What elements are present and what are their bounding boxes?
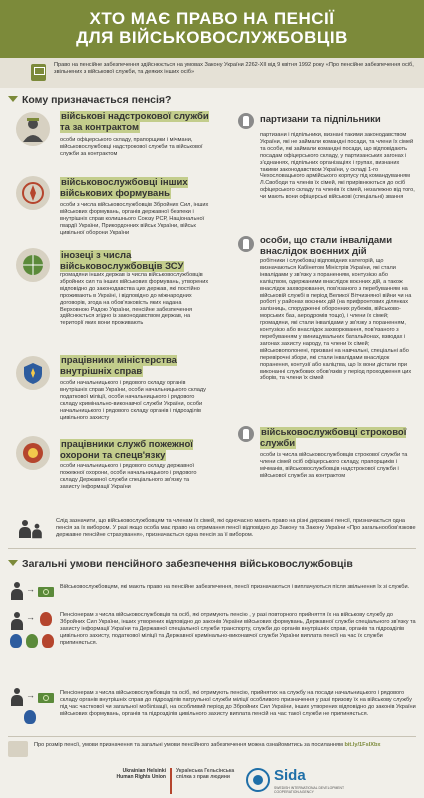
page-title-line2: ДЛЯ ВІЙСЬКОВОСЛУЖБОВЦІВ [76,28,348,47]
footer-link[interactable]: bit.ly/1FsIXbx [344,742,381,748]
note-text: Слід зазначити, що військовослужбовцям та членам їх сімей, які одночасно мають право на різні державні пенсії, призначається одна пенсія за їх вибором. У разі якщо особа має право на отримання пенсії відповідно до Закону та Закону України «Про загальнообов'язкове державне пенсійне страхування», призначається одна пенсія за її вибором. [56,518,416,538]
left-item-5-title: працівники служб пожежної охорони та спецв'язку [60,439,193,461]
partisan-icon [238,113,254,129]
family-icon [18,520,32,538]
right-item-2-title: особи, що стали інвалідами внаслідок воєнних дій [260,235,393,257]
police-icon [10,688,24,706]
police-shield-icon [16,356,50,390]
condition-1: Військовослужбовцям, які мають право на пенсійне забезпечення, пенсії призначаються і виплачуються після звільнення їх зі служби. [60,584,410,590]
section2-title: Загальні умови пенсійного забезпечення військовослужбовців [22,558,353,570]
globe-soldier-icon [16,248,50,282]
condition-2: Пенсіонерам з числа військовослужбовців та осіб, які отримують пенсію , у разі повторного прийняття їх на військову службу до Збройних Сил України, інших утворених відповідно до законів України військових формувань, Державної служби спеціального зв'язку та захисту інформації України та Державної спеціальної служби транспорту, служби до органів внутрішніх справ, органів та підрозділів цивільного захисту, податкової міліції та Державної кримінально-виконавчої служби України виплата пенсії на час їх служби припиняється. [60,612,416,646]
footer-note: Про розмір пенсії, умови призначення та загальні умови пенсійного забезпечення можна ознайомитись за посиланням bit.ly/1FsIXbx [34,742,381,748]
divider [8,548,416,549]
soldier-icon-2 [10,612,24,630]
badge-icon [40,612,52,626]
logo-divider [170,768,172,794]
left-item-2-body: особи з числа військовослужбовців Збройних Сил, інших військових формувань, органів державної безпеки і внутрішніх справ колишнього Союзу РСР, Національної гвардії України, Прикордонних військ України, військ цивільної оборони України [60,202,209,236]
section1-title: Кому призначається пенсія? [22,94,172,106]
left-item-4-title: працівники міністерства внутрішніх справ [60,355,177,377]
badge-icon-3 [26,634,38,648]
money-icon [38,587,54,597]
right-item-1-title: партизани та підпільники [260,114,381,125]
page-title-line1: ХТО МАЄ ПРАВО НА ПЕНСІЇ [89,9,335,28]
header-banner [0,0,424,58]
officer-icon [16,112,50,146]
info-box-icon [8,741,28,757]
right-item-1-body: партизани і підпільники, визнані такими законодавством України, які не займали командні посади, та члени їх сімей та особи, які займали командні посади, що відповідають посадам офіцерського складу, у партизанських загонах і з'єднаннях, підпільних організаціях і групах, визнаних такими законодавством України, у складі 1-го Чехословацького армійського корпусу під командуванням Л.Свободи та членів їх сімей, які прирівнюються до осіб офіцерського складу та членів їх сімей, незалежно від того, чи мають вони офіцерські військові (спеціальні) звання [260,132,415,201]
intro-box [0,58,424,88]
law-book-icon [31,64,46,81]
arrow-down-icon [8,96,18,102]
conscript-icon [238,426,254,442]
left-item-2-title: військовослужбовці інших військових формувань [60,177,188,199]
sida-mark-icon [246,768,270,792]
soldier-icon [10,582,24,600]
right-item-3-body: особи із числа військовослужбовців строкової служби та члени сімей осіб офіцерського складу, прапорщиків і мічманів, військовослужбовців надстрокової служби і військової служби за контрактом [260,452,408,479]
left-item-3-body: громадяни інших держав із числа військовослужбовців збройних сил та інших військових формувань, утворених відповідно до законодавства цих держав, які постійно проживають в Україні, і відповідно до міжнародних договорів, згода на обов'язковість яких надана Верховною Радою України, пенсійне забезпечення здійснюється згідно із законодавством держав, на території яких вони проживають [60,272,209,327]
badge-icon-2 [10,634,22,648]
left-item-5-body: особи начальницького і рядового складу державної пожежної охорони, особи начальницького і рядового складу Державної служби спеціального зв'язку та захисту інформації України [60,463,197,490]
left-item-1-body: особи офіцерського складу, прапорщики і мічмани, військовослужбовці надстрокової служби та військової служби за контрактом [60,137,203,157]
disabled-person-icon [238,236,254,252]
left-item-1-title: військові надстрокової служби та за контрактом [60,111,209,133]
arrow-down-icon-2 [8,560,18,566]
fire-emblem-icon [16,436,50,470]
right-item-3-title: військовослужбовці строкової служби [260,427,407,449]
divider-2 [8,736,416,737]
uhhru-logo: Ukrainian Helsinki Human Rights Union Українська Гельсінська спілка з прав людини [106,768,256,798]
condition-3: Пенсіонерам з числа військовослужбовців та осіб, які отримують пенсію, прийнятих на службу на посади начальницького і рядового складу органів внутрішніх справ до підрозділів патрульної служби міліції особливого призначення у разі призову їх на військову службу під час часткової чи загальної мобілізації, на особливий період до Збройних Сил України, інших утворених відповідно до законів України військових формувань, органів та підрозділів цивільного захисту виплата пенсій на час такої служби не припиняється. [60,690,416,717]
arrow-right-icon: → [26,584,35,594]
left-item-4-body: особи начальницького і рядового складу органів внутрішніх справ України, особи начальницького складу податкової міліції, особи начальницького і рядового складу кримінально-виконавчої служби України, особи начальницького і рядового складу органів і підрозділів цивільного захисту [60,380,206,421]
arrow-right-icon-3: → [26,690,35,700]
left-item-3-title: інозеці з числа військовослужбовців ЗСУ [60,250,184,272]
badge-icon-4 [42,634,54,648]
arrow-right-icon-2: → [26,612,35,622]
emblem-icon [16,176,50,210]
badge-icon-5 [24,710,36,724]
family-member-icon [31,524,42,538]
footer-logos [0,764,424,798]
right-item-2-body: робітники і службовці відповідних категорій, що визначаються Кабінетом Міністрів України, які стали інвалідами у зв'язку з пораненням, контузією або каліцтвом, одержаними внаслідок воєнних дій, а також внаслідок захворювання, пов'язаного з перебуванням на військовій службі в період Великої Вітчизняної війни чи на роботі у районах воєнних дій (на прифронтових ділянках залізниць, спорудженні оборонних рубежів, військово-морських баз, аеродромів тощо), і члени їх сімей; громадяни, які стали інвалідами у зв'язку з пораненням, контузією або внаслідок захворювання, пов'язаного з перебуванням у винищувальних батальйонах, взводах і загонах захисту народу, та члени їх сімей; військовополонені, призвані на навчальні, спеціальні або перевірочні збори, які стали інвалідами внаслідок поранення, контузії або каліцтва, що їх вони дістали при виконанні службових обов'язків у період проходження цих зборів, та члени їх сімей [260,258,412,382]
sida-logo: Sida SWEDISH INTERNATIONAL DEVELOPMENT COOPERATION AGENCY [246,766,366,796]
intro-text: Право на пенсійне забезпечення здійснюється на умовах Закону України 2262-XII від 9 квітня 1992 року «Про пенсійне забезпечення осіб, звільнених з військової служби, та деяких інших осіб» [54,62,414,75]
money-icon-2 [38,693,54,703]
